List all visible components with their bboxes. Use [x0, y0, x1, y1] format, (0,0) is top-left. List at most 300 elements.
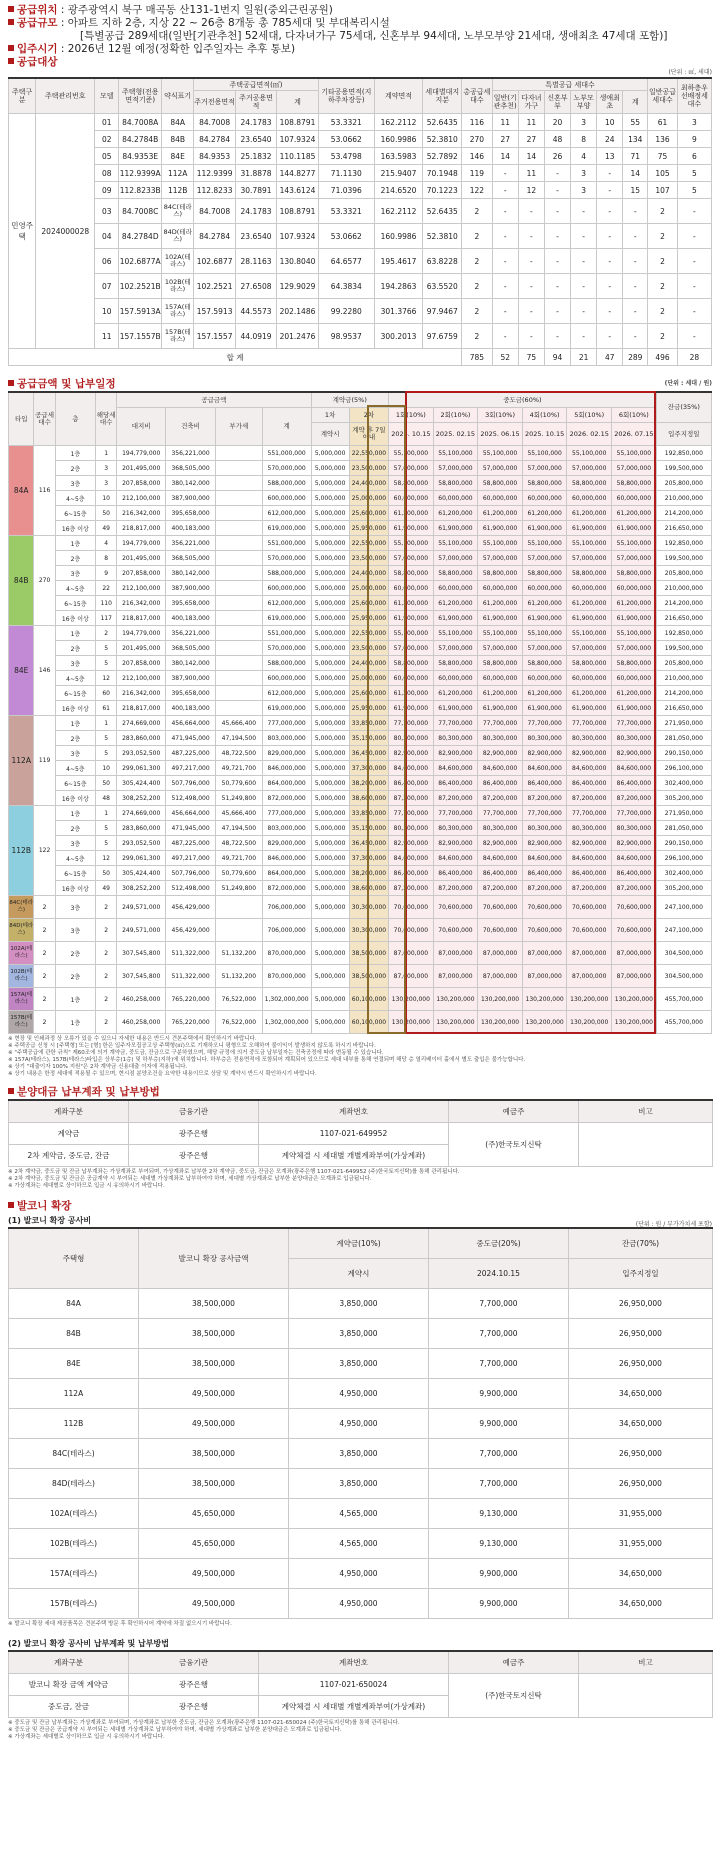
price-cell-11: 55,100,000 — [522, 446, 567, 461]
supply-cell-tot: 122 — [462, 182, 493, 199]
pth-m4-date: 2025. 10.15 — [522, 423, 567, 446]
price-households: 146 — [34, 626, 55, 716]
supply-cell-p1: 14 — [492, 148, 518, 165]
table-row — [9, 566, 712, 581]
price-cell-12: 61,900,000 — [567, 701, 612, 716]
price-cell-6: 5,000,000 — [311, 821, 349, 836]
price-cell-13: 60,000,000 — [612, 671, 657, 686]
price-cell-14: 271,950,000 — [656, 806, 711, 821]
supply-cell-a: 157A(테라스) — [162, 299, 194, 324]
supply-cell-p5: - — [597, 299, 623, 324]
table-row — [9, 1319, 713, 1349]
supply-cell-c: 23.6540 — [236, 131, 277, 148]
price-cell-11: 87,200,000 — [522, 881, 567, 896]
th-code: 주택관리번호 — [36, 78, 95, 114]
price-cell-10: 84,600,000 — [478, 761, 523, 776]
supply-cell-t: 157.5913A — [119, 299, 162, 324]
price-cell-5: 803,000,000 — [262, 821, 311, 836]
supply-cell-c: 24.1783 — [236, 199, 277, 224]
price-cell-2: 218,817,000 — [117, 701, 166, 716]
price-cell-4 — [216, 626, 263, 641]
balcony-cell-0: 112A — [9, 1379, 139, 1409]
table-row — [9, 1289, 713, 1319]
pth-m4: 4회(10%) — [522, 408, 567, 423]
price-cell-8: 70,600,000 — [389, 919, 434, 942]
price-cell-8: 57,000,000 — [389, 641, 434, 656]
balcony-payment-table — [8, 1650, 713, 1718]
price-cell-9: 87,000,000 — [433, 965, 478, 988]
price-cell-0: 1층 — [55, 1011, 95, 1034]
supply-cell-l: 70.1223 — [423, 182, 462, 199]
price-cell-4: 47,194,500 — [216, 731, 263, 746]
bal-th-balance: 잔금(70%) — [569, 1228, 713, 1259]
price-cell-11: 70,600,000 — [522, 919, 567, 942]
price-cell-3: 368,505,000 — [166, 641, 216, 656]
table-row — [9, 791, 712, 806]
supply-cell-pr: - — [677, 224, 711, 249]
supply-cell-m: 09 — [95, 182, 119, 199]
supply-cell-o: 53.4798 — [318, 148, 374, 165]
supply-cell-m: 03 — [95, 199, 119, 224]
price-cell-5: 551,000,000 — [262, 536, 311, 551]
price-cell-0: 2층 — [55, 461, 95, 476]
pth-m5: 5회(10%) — [567, 408, 612, 423]
price-cell-1: 2 — [96, 919, 117, 942]
supply-cell-t: 112.8233B — [119, 182, 162, 199]
supply-cell-e: 112.9399 — [194, 165, 236, 182]
pth-c2: 2차 — [349, 408, 388, 423]
price-cell-2: 201,495,000 — [117, 641, 166, 656]
price-cell-13: 60,000,000 — [612, 581, 657, 596]
balcony-cell-1: 49,500,000 — [139, 1409, 289, 1439]
bal-th-type: 주택형 — [9, 1228, 139, 1289]
supply-cell-p1: - — [492, 182, 518, 199]
price-cell-11: 80,300,000 — [522, 821, 567, 836]
price-type: 112B — [9, 806, 34, 896]
price-cell-14: 210,000,000 — [656, 581, 711, 596]
pth-m1-date: 2024. 10.15 — [389, 423, 434, 446]
pay-th-kind: 계좌구분 — [9, 1100, 129, 1123]
price-cell-2: 218,817,000 — [117, 521, 166, 536]
balcony-sub1: (1) 발코니 확장 공사비 (단위 : 원 / 부가가치세 포함) — [8, 1216, 712, 1228]
supply-cell-p2: 11 — [518, 114, 544, 131]
price-cell-8: 61,200,000 — [389, 686, 434, 701]
pth-c1-sub: 계약시 — [311, 423, 349, 446]
balcony-cell-1: 45,650,000 — [139, 1529, 289, 1559]
price-cell-2: 308,252,200 — [117, 881, 166, 896]
price-cell-13: 84,600,000 — [612, 761, 657, 776]
balcony-cell-2: 3,850,000 — [289, 1349, 429, 1379]
bpay-th-kind: 계좌구분 — [9, 1651, 129, 1674]
supply-cell-m: 05 — [95, 148, 119, 165]
supply-cell-p4: - — [571, 199, 597, 224]
price-cell-5: 864,000,000 — [262, 866, 311, 881]
price-cell-2: 293,052,500 — [117, 746, 166, 761]
price-cell-11: 60,000,000 — [522, 581, 567, 596]
price-cell-13: 87,200,000 — [612, 881, 657, 896]
price-cell-12: 55,100,000 — [567, 536, 612, 551]
price-cell-6: 5,000,000 — [311, 551, 349, 566]
price-cell-1: 2 — [96, 965, 117, 988]
pth-m5-date: 2026. 02.15 — [567, 423, 612, 446]
supply-cell-p3: - — [544, 199, 570, 224]
price-cell-10: 82,900,000 — [478, 746, 523, 761]
pth-m6-date: 2026. 07.15 — [612, 423, 657, 446]
supply-cell-p3: 48 — [544, 131, 570, 148]
price-cell-1: 2 — [96, 988, 117, 1011]
pth-price-group: 공급금액 — [117, 392, 311, 408]
price-cell-9: 61,900,000 — [433, 611, 478, 626]
balcony-section-title: 발코니 확장 — [8, 1198, 712, 1211]
price-cell-5: 570,000,000 — [262, 551, 311, 566]
price-cell-13: 80,300,000 — [612, 821, 657, 836]
bpay-kind: 발코니 확장 금액 계약금 — [9, 1674, 129, 1696]
th-type: 주택형(전용면적기준) — [119, 78, 162, 114]
supply-cell-p5: - — [597, 249, 623, 274]
supply-total-p3: 94 — [544, 349, 570, 366]
price-cell-0: 16층 이상 — [55, 701, 95, 716]
supply-cell-t: 84.7008C — [119, 199, 162, 224]
scale-line: 공급규모 : 아파트 지하 2층, 지상 22 ~ 26층 8개동 총 785세대 및 부대복리시설 — [8, 17, 712, 30]
th-priority: 최하층우선배정세대수 — [677, 78, 711, 114]
pth-floor-hh: 해당세대수 — [96, 392, 117, 446]
price-cell-1: 3 — [96, 461, 117, 476]
price-cell-12: 58,800,000 — [567, 566, 612, 581]
supply-cell-p3: - — [544, 224, 570, 249]
supply-cell-p3: - — [544, 324, 570, 349]
price-cell-0: 2층 — [55, 965, 95, 988]
price-cell-2: 249,571,000 — [117, 919, 166, 942]
bal-th-mid-sub: 2024.10.15 — [429, 1259, 569, 1289]
price-cell-12: 61,200,000 — [567, 506, 612, 521]
price-cell-12: 130,200,000 — [567, 988, 612, 1011]
supply-cell-o: 64.6577 — [318, 249, 374, 274]
price-cell-1: 4 — [96, 536, 117, 551]
price-cell-10: 58,800,000 — [478, 656, 523, 671]
table-row — [9, 686, 712, 701]
note-line: ※ 중도금 및 잔금 납부계좌는 가상계좌로 부여되며, 가상계좌로 납부한 중도금, 잔금은 모계좌(광주은행 1107-021-650024 (주)한국토지신탁)를 통해 관리됩니다. — [8, 1720, 400, 1726]
price-cell-4 — [216, 611, 263, 626]
pth-m3-date: 2025. 06.15 — [478, 423, 523, 446]
price-cell-14: 290,150,000 — [656, 746, 711, 761]
price-cell-5: 612,000,000 — [262, 686, 311, 701]
price-cell-12: 87,000,000 — [567, 942, 612, 965]
price-cell-6: 5,000,000 — [311, 881, 349, 896]
pth-balance: 잔금(35%) — [656, 392, 711, 423]
price-cell-7: 38,500,000 — [349, 965, 388, 988]
price-cell-14: 205,800,000 — [656, 656, 711, 671]
supply-cell-e: 102.6877 — [194, 249, 236, 274]
balcony-cell-0: 112B — [9, 1409, 139, 1439]
price-cell-12: 61,200,000 — [567, 596, 612, 611]
price-cell-12: 57,000,000 — [567, 461, 612, 476]
price-cell-10: 58,800,000 — [478, 476, 523, 491]
price-cell-10: 55,100,000 — [478, 536, 523, 551]
bal-th-mid: 중도금(20%) — [429, 1228, 569, 1259]
supply-cell-a: 112B — [162, 182, 194, 199]
supply-cell-l: 97.6759 — [423, 324, 462, 349]
balcony-cell-2: 4,565,000 — [289, 1529, 429, 1559]
price-cell-13: 57,000,000 — [612, 641, 657, 656]
price-cell-5: 870,000,000 — [262, 965, 311, 988]
price-cell-12: 55,100,000 — [567, 446, 612, 461]
price-cell-6: 5,000,000 — [311, 641, 349, 656]
supply-cell-l: 63.8228 — [423, 249, 462, 274]
supply-cell-p5: - — [597, 165, 623, 182]
price-cell-1: 8 — [96, 551, 117, 566]
balcony-cell-4: 31,955,000 — [569, 1499, 713, 1529]
supply-cell-p3: - — [544, 274, 570, 299]
bpay-th-remark: 비고 — [579, 1651, 713, 1674]
balcony-cell-0: 157A(테라스) — [9, 1559, 139, 1589]
supply-cell-l: 63.5520 — [423, 274, 462, 299]
price-cell-6: 5,000,000 — [311, 806, 349, 821]
supply-table — [8, 77, 712, 366]
price-cell-2: 194,779,000 — [117, 536, 166, 551]
price-cell-14: 214,200,000 — [656, 596, 711, 611]
price-cell-12: 61,200,000 — [567, 686, 612, 701]
supply-cell-s: 108.8791 — [276, 114, 318, 131]
supply-cell-l: 52.3810 — [423, 131, 462, 148]
balcony-sub2: (2) 발코니 확장 공사비 납부계좌 및 납부방법 — [8, 1639, 169, 1648]
price-type: 157A(테라스) — [9, 988, 34, 1011]
balcony-cell-0: 157B(테라스) — [9, 1589, 139, 1619]
price-cell-5: 600,000,000 — [262, 491, 311, 506]
price-cell-8: 130,200,000 — [389, 1011, 434, 1034]
price-cell-12: 87,200,000 — [567, 881, 612, 896]
price-cell-8: 82,900,000 — [389, 836, 434, 851]
supply-cell-t: 157.1557B — [119, 324, 162, 349]
supply-cell-ct: 215.9407 — [374, 165, 423, 182]
price-cell-1: 12 — [96, 851, 117, 866]
note-line: ※ 2차 계약금, 중도금 및 잔금 납부계좌는 가상계좌로 부여되며, 가상계좌로 납부한 2차 계약금, 중도금, 잔금은 모계좌(광주은행 1107-021-649952 (주)한국토지신탁)를 통해 관리됩니다. — [8, 1169, 460, 1175]
price-cell-5: 803,000,000 — [262, 731, 311, 746]
price-cell-11: 86,400,000 — [522, 866, 567, 881]
price-cell-2: 218,817,000 — [117, 611, 166, 626]
price-cell-13: 55,100,000 — [612, 536, 657, 551]
price-cell-3: 456,429,000 — [166, 896, 216, 919]
price-households: 2 — [34, 896, 55, 919]
supply-cell-a: 84A — [162, 114, 194, 131]
price-cell-9: 130,200,000 — [433, 988, 478, 1011]
supply-cell-g: 2 — [648, 299, 678, 324]
price-households: 2 — [34, 942, 55, 965]
price-cell-9: 87,000,000 — [433, 942, 478, 965]
price-type: 102A(테라스) — [9, 942, 34, 965]
price-cell-10: 60,000,000 — [478, 671, 523, 686]
price-cell-10: 130,200,000 — [478, 988, 523, 1011]
price-cell-12: 82,900,000 — [567, 746, 612, 761]
price-cell-4: 48,722,500 — [216, 746, 263, 761]
supply-cell-t: 84.2784D — [119, 224, 162, 249]
price-cell-13: 87,000,000 — [612, 942, 657, 965]
supply-cell-p6: - — [623, 299, 648, 324]
price-cell-0: 16층 이상 — [55, 881, 95, 896]
price-cell-3: 765,220,000 — [166, 1011, 216, 1034]
pth-vat: 부가세 — [216, 408, 263, 446]
price-cell-0: 4~5층 — [55, 491, 95, 506]
price-cell-8: 61,200,000 — [389, 506, 434, 521]
price-cell-1: 48 — [96, 791, 117, 806]
price-type: 102B(테라스) — [9, 965, 34, 988]
supply-cell-m: 11 — [95, 324, 119, 349]
table-row — [9, 299, 712, 324]
supply-cell-a: 84D(테라스) — [162, 224, 194, 249]
supply-cell-c: 31.8878 — [236, 165, 277, 182]
price-cell-14: 192,850,000 — [656, 536, 711, 551]
price-cell-10: 80,300,000 — [478, 731, 523, 746]
price-cell-3: 487,225,000 — [166, 746, 216, 761]
balcony-cell-4: 31,955,000 — [569, 1529, 713, 1559]
price-cell-9: 57,000,000 — [433, 551, 478, 566]
price-cell-13: 60,000,000 — [612, 491, 657, 506]
price-cell-11: 77,700,000 — [522, 716, 567, 731]
pay-bank: 광주은행 — [129, 1145, 259, 1167]
supply-cell-g: 2 — [648, 249, 678, 274]
table-row — [9, 274, 712, 299]
price-cell-10: 61,900,000 — [478, 701, 523, 716]
price-cell-7: 35,150,000 — [349, 731, 388, 746]
bpay-th-bank: 금융기관 — [129, 1651, 259, 1674]
price-cell-14: 296,100,000 — [656, 851, 711, 866]
supply-cell-c: 24.1783 — [236, 114, 277, 131]
supply-cell-s: 107.9324 — [276, 131, 318, 148]
price-cell-10: 60,000,000 — [478, 491, 523, 506]
price-cell-0: 1층 — [55, 536, 95, 551]
th-common: 주거공용면적 — [236, 91, 277, 114]
price-cell-4: 49,721,700 — [216, 761, 263, 776]
price-cell-10: 55,100,000 — [478, 626, 523, 641]
balcony-cell-3: 7,700,000 — [429, 1319, 569, 1349]
supply-cell-pr: - — [677, 299, 711, 324]
price-cell-11: 61,200,000 — [522, 686, 567, 701]
price-cell-0: 1층 — [55, 626, 95, 641]
price-cell-9: 80,300,000 — [433, 821, 478, 836]
price-cell-4 — [216, 446, 263, 461]
price-cell-1: 5 — [96, 731, 117, 746]
price-cell-1: 50 — [96, 506, 117, 521]
price-cell-1: 10 — [96, 491, 117, 506]
supply-cell-p1: - — [492, 299, 518, 324]
supply-cell-g: 2 — [648, 224, 678, 249]
supply-cell-p4: - — [571, 249, 597, 274]
supply-cell-c: 25.1832 — [236, 148, 277, 165]
price-cell-9: 58,800,000 — [433, 656, 478, 671]
price-cell-13: 61,900,000 — [612, 521, 657, 536]
table-row — [9, 224, 712, 249]
price-cell-11: 61,900,000 — [522, 521, 567, 536]
price-cell-8: 61,900,000 — [389, 701, 434, 716]
price-cell-12: 77,700,000 — [567, 716, 612, 731]
price-cell-7: 25,600,000 — [349, 596, 388, 611]
price-cell-2: 216,342,000 — [117, 506, 166, 521]
supply-cell-ct: 194.2863 — [374, 274, 423, 299]
price-cell-5: 588,000,000 — [262, 476, 311, 491]
price-cell-7: 37,300,000 — [349, 761, 388, 776]
price-cell-10: 87,000,000 — [478, 942, 523, 965]
table-row — [9, 1674, 713, 1696]
pay-remark — [579, 1123, 713, 1167]
balcony-cell-1: 38,500,000 — [139, 1349, 289, 1379]
table-row — [9, 821, 712, 836]
supply-cell-s: 130.8040 — [276, 249, 318, 274]
supply-cell-p6: - — [623, 274, 648, 299]
price-cell-2: 307,545,800 — [117, 965, 166, 988]
th-sp6: 계 — [623, 91, 648, 114]
price-cell-13: 61,200,000 — [612, 686, 657, 701]
balcony-cell-2: 3,850,000 — [289, 1469, 429, 1499]
supply-cell-m: 02 — [95, 131, 119, 148]
price-cell-2: 299,061,300 — [117, 851, 166, 866]
price-cell-7: 25,600,000 — [349, 686, 388, 701]
price-cell-12: 60,000,000 — [567, 671, 612, 686]
price-cell-3: 400,183,000 — [166, 521, 216, 536]
price-cell-4: 50,779,600 — [216, 776, 263, 791]
price-cell-3: 395,658,000 — [166, 686, 216, 701]
price-cell-7: 25,000,000 — [349, 671, 388, 686]
balcony-cell-1: 38,500,000 — [139, 1319, 289, 1349]
price-cell-10: 57,000,000 — [478, 461, 523, 476]
price-cell-8: 60,000,000 — [389, 491, 434, 506]
price-cell-1: 5 — [96, 746, 117, 761]
supply-cell-s: 202.1486 — [276, 299, 318, 324]
balcony-cell-3: 9,900,000 — [429, 1409, 569, 1439]
price-cell-11: 130,200,000 — [522, 988, 567, 1011]
supply-cell-e: 102.2521 — [194, 274, 236, 299]
price-cell-8: 86,400,000 — [389, 866, 434, 881]
price-cell-7: 22,550,000 — [349, 626, 388, 641]
price-cell-14: 305,200,000 — [656, 791, 711, 806]
supply-cell-p1: 27 — [492, 131, 518, 148]
price-cell-3: 395,658,000 — [166, 506, 216, 521]
supply-cell-tot: 119 — [462, 165, 493, 182]
price-cell-11: 57,000,000 — [522, 461, 567, 476]
price-cell-12: 84,600,000 — [567, 851, 612, 866]
price-cell-5: 600,000,000 — [262, 581, 311, 596]
supply-cell-ct: 195.4617 — [374, 249, 423, 274]
price-cell-10: 55,100,000 — [478, 446, 523, 461]
price-cell-8: 77,700,000 — [389, 716, 434, 731]
price-cell-2: 212,100,000 — [117, 671, 166, 686]
price-cell-7: 37,300,000 — [349, 851, 388, 866]
price-cell-0: 6~15층 — [55, 596, 95, 611]
supply-cell-p6: - — [623, 224, 648, 249]
table-row — [9, 1409, 713, 1439]
price-cell-7: 25,950,000 — [349, 701, 388, 716]
supply-cell-a: 102A(테라스) — [162, 249, 194, 274]
bpay-bank: 광주은행 — [129, 1674, 259, 1696]
price-cell-5: 551,000,000 — [262, 446, 311, 461]
price-cell-1: 5 — [96, 836, 117, 851]
supply-cell-pr: - — [677, 274, 711, 299]
supply-cell-p6: 14 — [623, 165, 648, 182]
price-cell-0: 3층 — [55, 836, 95, 851]
price-cell-4 — [216, 641, 263, 656]
price-cell-14: 302,400,000 — [656, 776, 711, 791]
pth-m1: 1회(10%) — [389, 408, 434, 423]
balcony-cell-4: 34,650,000 — [569, 1379, 713, 1409]
payment-table — [8, 1099, 713, 1167]
price-cell-9: 80,300,000 — [433, 731, 478, 746]
price-cell-5: 864,000,000 — [262, 776, 311, 791]
price-cell-5: 588,000,000 — [262, 566, 311, 581]
price-cell-9: 60,000,000 — [433, 671, 478, 686]
price-cell-3: 507,796,000 — [166, 866, 216, 881]
price-cell-2: 212,100,000 — [117, 491, 166, 506]
supply-cell-p2: 12 — [518, 182, 544, 199]
balcony-cell-3: 7,700,000 — [429, 1469, 569, 1499]
supply-cell-pr: - — [677, 199, 711, 224]
